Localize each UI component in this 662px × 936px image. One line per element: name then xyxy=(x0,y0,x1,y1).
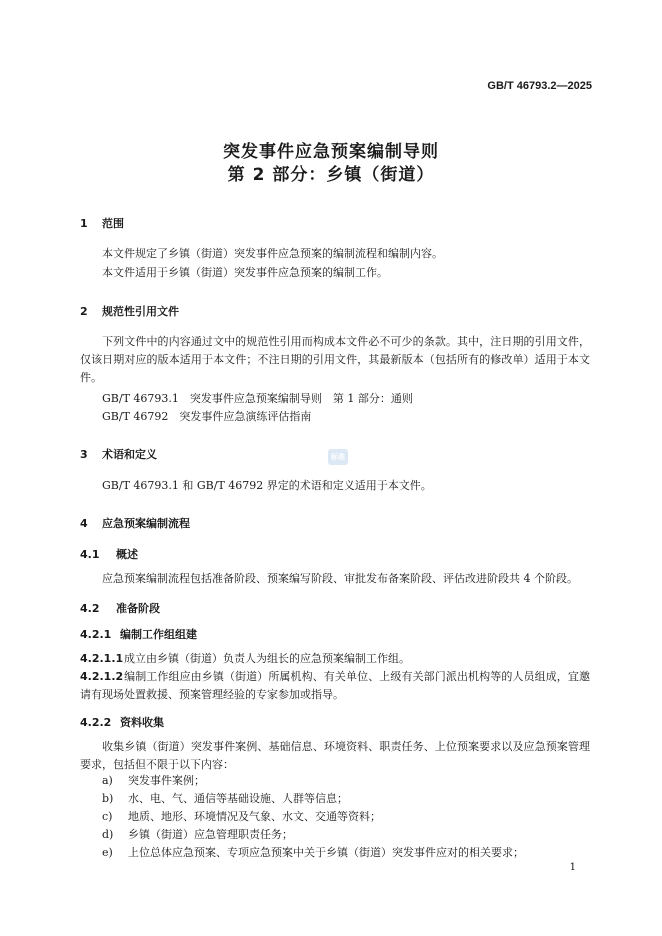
list-item-text: 乡镇（街道）应急管理职责任务； xyxy=(128,828,293,841)
list-item xyxy=(102,772,205,790)
list-item-text: 上位总体应急预案、专项应急预案中关于乡镇（街道）突发事件应对的相关要求； xyxy=(128,846,524,859)
data-collection-intro xyxy=(80,738,590,774)
paragraph: 本文件规定了乡镇（街道）突发事件应急预案的编制流程和编制内容。 xyxy=(102,247,443,260)
paragraph: 应急预案编制流程包括准备阶段、预案编写阶段、审批发布备案阶段、评估改进阶段共 4 个阶段。 xyxy=(102,572,578,585)
clause-text: 编制工作组应由乡镇（街道）所属机构、有关单位、上级有关部门派出机构等的人员组成，宜邀请有现场处置救援、预案管理经验的专家参加或指导。 xyxy=(80,670,590,701)
section-number: 2 xyxy=(80,305,88,318)
list-item xyxy=(102,844,524,862)
section-number: 4 xyxy=(80,517,88,530)
paragraph-text: 收集乡镇（街道）突发事件案例、基础信息、环境资料、职责任务、上位预案要求以及应急预案管理要求，包括但不限于以下内容： xyxy=(80,740,590,771)
list-item-text: 突发事件案例； xyxy=(128,774,205,787)
paragraph: 本文件适用于乡镇（街道）突发事件应急预案的编制工作。 xyxy=(102,266,388,279)
subsection-4-2-1-heading xyxy=(80,626,197,642)
list-item xyxy=(102,826,293,844)
subsection-title: 资料收集 xyxy=(120,716,164,729)
paragraph: GB/T 46793.1 和 GB/T 46792 界定的术语和定义适用于本文件。 xyxy=(102,479,432,492)
subsection-title: 概述 xyxy=(116,548,138,561)
list-item xyxy=(102,808,381,826)
section-4-heading xyxy=(80,515,190,531)
section-1-heading xyxy=(80,215,124,231)
subsection-4-2-heading xyxy=(80,600,160,616)
clause-number: 4.2.1.1 xyxy=(80,652,124,665)
subsection-title: 编制工作组组建 xyxy=(120,628,197,641)
document-title: 突发事件应急预案编制导则 xyxy=(223,142,439,162)
reference-item: GB/T 46792 突发事件应急演练评估指南 xyxy=(102,410,312,423)
subsection-4-1-heading xyxy=(80,546,138,562)
subsection-number: 4.2 xyxy=(80,602,100,615)
section-title: 应急预案编制流程 xyxy=(102,517,190,530)
list-marker: d) xyxy=(102,828,114,841)
section-number: 1 xyxy=(80,217,88,230)
list-marker: e) xyxy=(102,846,113,859)
subsection-4-2-2-heading xyxy=(80,714,164,730)
normative-references-intro xyxy=(80,333,590,387)
page-number: 1 xyxy=(569,862,576,873)
list-item-text: 水、电、气、通信等基础设施、人群等信息； xyxy=(128,792,348,805)
subsection-number: 4.2.1 xyxy=(80,628,112,641)
clause-text: 成立由乡镇（街道）负责人为组长的应急预案编制工作组。 xyxy=(124,652,410,665)
section-3-heading xyxy=(80,446,157,462)
list-marker: b) xyxy=(102,792,114,805)
standard-code: GB/T 46793.2—2025 xyxy=(487,80,592,92)
document-subtitle: 第 2 部分：乡镇（街道） xyxy=(227,165,435,185)
subsection-number: 4.2.2 xyxy=(80,716,112,729)
section-title: 术语和定义 xyxy=(102,448,157,461)
subsection-title: 准备阶段 xyxy=(116,602,160,615)
reference-item: GB/T 46793.1 突发事件应急预案编制导则 第 1 部分：通则 xyxy=(102,392,413,405)
list-marker: a) xyxy=(102,774,113,787)
list-item xyxy=(102,790,348,808)
section-title: 范围 xyxy=(102,217,124,230)
watermark-logo: 标准 xyxy=(328,449,348,465)
clause-4-2-1-1 xyxy=(80,650,410,668)
clause-number: 4.2.1.2 xyxy=(80,670,124,683)
clause-4-2-1-2 xyxy=(80,668,590,704)
paragraph-text: 下列文件中的内容通过文中的规范性引用而构成本文件必不可少的条款。其中，注日期的引用文件，仅该日期对应的版本适用于本文件；不注日期的引用文件，其最新版本（包括所有的修改单）适用于本文件。 xyxy=(80,335,590,384)
section-2-heading xyxy=(80,303,179,319)
section-number: 3 xyxy=(80,448,88,461)
subsection-number: 4.1 xyxy=(80,548,100,561)
list-item-text: 地质、地形、环境情况及气象、水文、交通等资料； xyxy=(128,810,381,823)
section-title: 规范性引用文件 xyxy=(102,305,179,318)
list-marker: c) xyxy=(102,810,113,823)
